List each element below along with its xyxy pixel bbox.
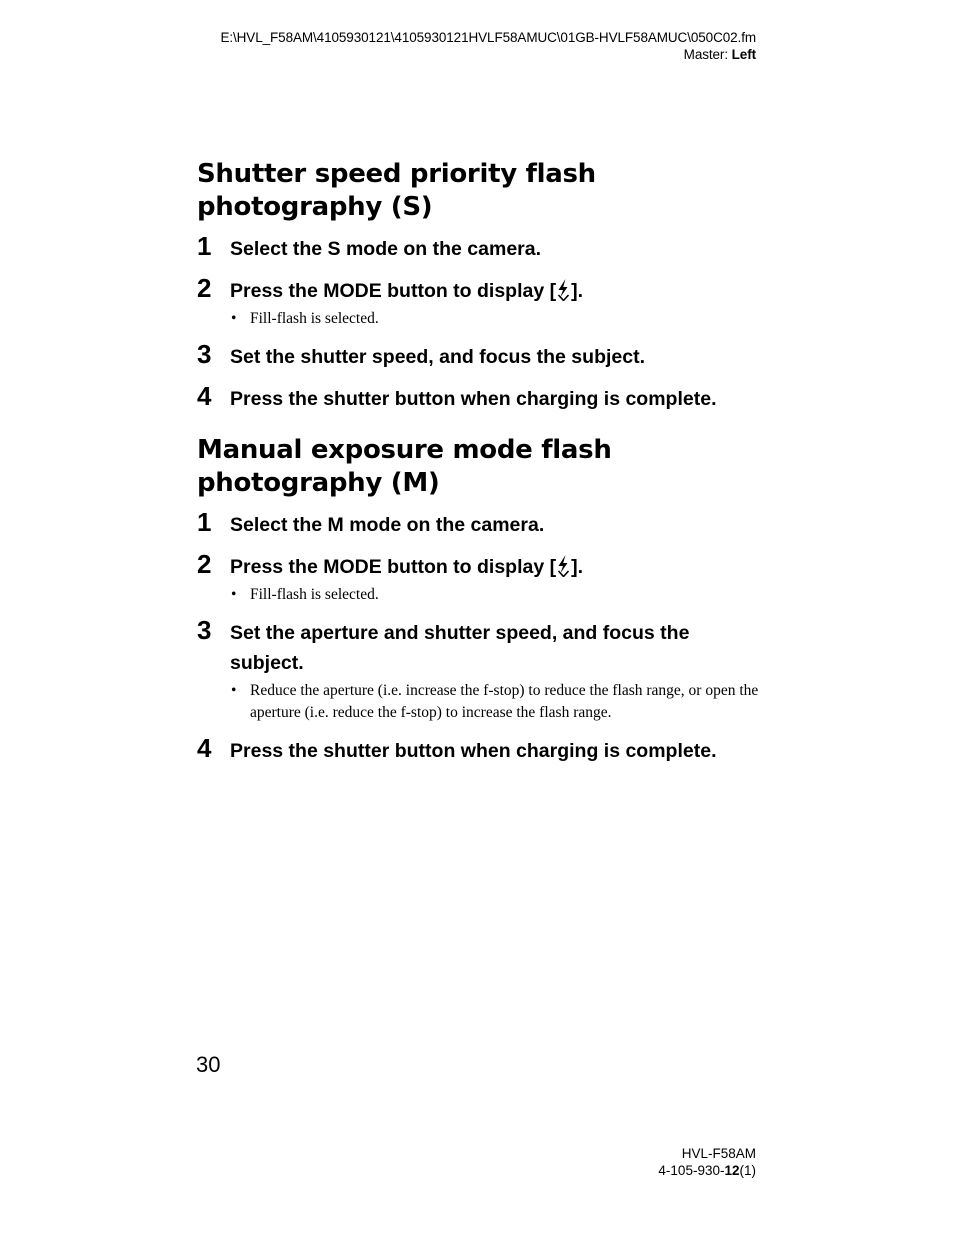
step-number: 4: [197, 381, 212, 411]
step-number: 3: [197, 615, 212, 645]
step-item: [197, 615, 767, 724]
step-item: [197, 339, 767, 372]
section-shutter-priority: [197, 158, 767, 414]
title-line-2: photography (S): [197, 192, 433, 222]
code-prefix: 4-105-930-: [658, 1163, 725, 1178]
step-text: Select the M mode on the camera.: [230, 514, 545, 536]
page-number: 30: [196, 1052, 221, 1077]
title-line-2: photography (M): [197, 468, 440, 498]
document-footer: [658, 1145, 756, 1179]
section-manual-exposure: [197, 434, 767, 766]
step-item: [197, 733, 767, 766]
step-item: [197, 273, 767, 330]
code-suffix: (1): [739, 1163, 756, 1178]
step-number: 1: [197, 231, 212, 261]
step-number: 4: [197, 733, 212, 763]
step-text: Press the shutter button when charging is complete.: [230, 388, 717, 410]
title-line-1: Manual exposure mode flash: [197, 435, 612, 465]
step-text: Set the shutter speed, and focus the subject.: [230, 346, 645, 368]
step-number: 1: [197, 507, 212, 537]
title-line-1: Shutter speed priority flash: [197, 159, 596, 189]
note-item: • Reduce the aperture (i.e. increase the f-stop) to reduce the flash range, or open the aperture (i.e. reduce the f-stop) to increase the flash range.: [230, 680, 767, 724]
step-text: Press the shutter button when charging is complete.: [230, 740, 717, 762]
page-content: [197, 158, 767, 778]
fill-flash-icon: [557, 555, 570, 577]
section-title: [197, 158, 767, 224]
step-item: [197, 549, 767, 606]
master-page-label: [220, 46, 756, 63]
code-revision: 12: [724, 1163, 740, 1178]
step-text-after: ].: [571, 556, 584, 578]
step-list: [197, 507, 767, 766]
step-text-before: Press the MODE button to display [: [230, 556, 557, 578]
step-number: 2: [197, 273, 212, 303]
step-number: 3: [197, 339, 212, 369]
note-item: • Fill-flash is selected.: [230, 308, 767, 330]
document-header: [220, 29, 756, 63]
step-item: [197, 231, 767, 264]
step-text: [230, 552, 767, 582]
step-number: 2: [197, 549, 212, 579]
step-text: Set the aperture and shutter speed, and focus the subject.: [230, 622, 690, 674]
step-notes: [230, 584, 767, 606]
file-path: E:\HVL_F58AM\4105930121\4105930121HVLF58AMUC\01GB-HVLF58AMUC\050C02.fm: [220, 30, 756, 45]
model-name: HVL-F58AM: [681, 1146, 756, 1161]
step-text-before: Press the MODE button to display [: [230, 280, 557, 302]
document-code: [658, 1162, 756, 1179]
step-list: [197, 231, 767, 414]
fill-flash-icon: [557, 279, 570, 301]
step-notes: [230, 308, 767, 330]
step-text: [230, 276, 767, 306]
section-title: [197, 434, 767, 500]
step-text-after: ].: [571, 280, 584, 302]
step-item: [197, 381, 767, 414]
master-label: Master:: [683, 47, 732, 62]
master-value: Left: [731, 47, 756, 62]
step-text: Select the S mode on the camera.: [230, 238, 542, 260]
step-notes: [230, 680, 767, 724]
step-item: [197, 507, 767, 540]
note-item: • Fill-flash is selected.: [230, 584, 767, 606]
